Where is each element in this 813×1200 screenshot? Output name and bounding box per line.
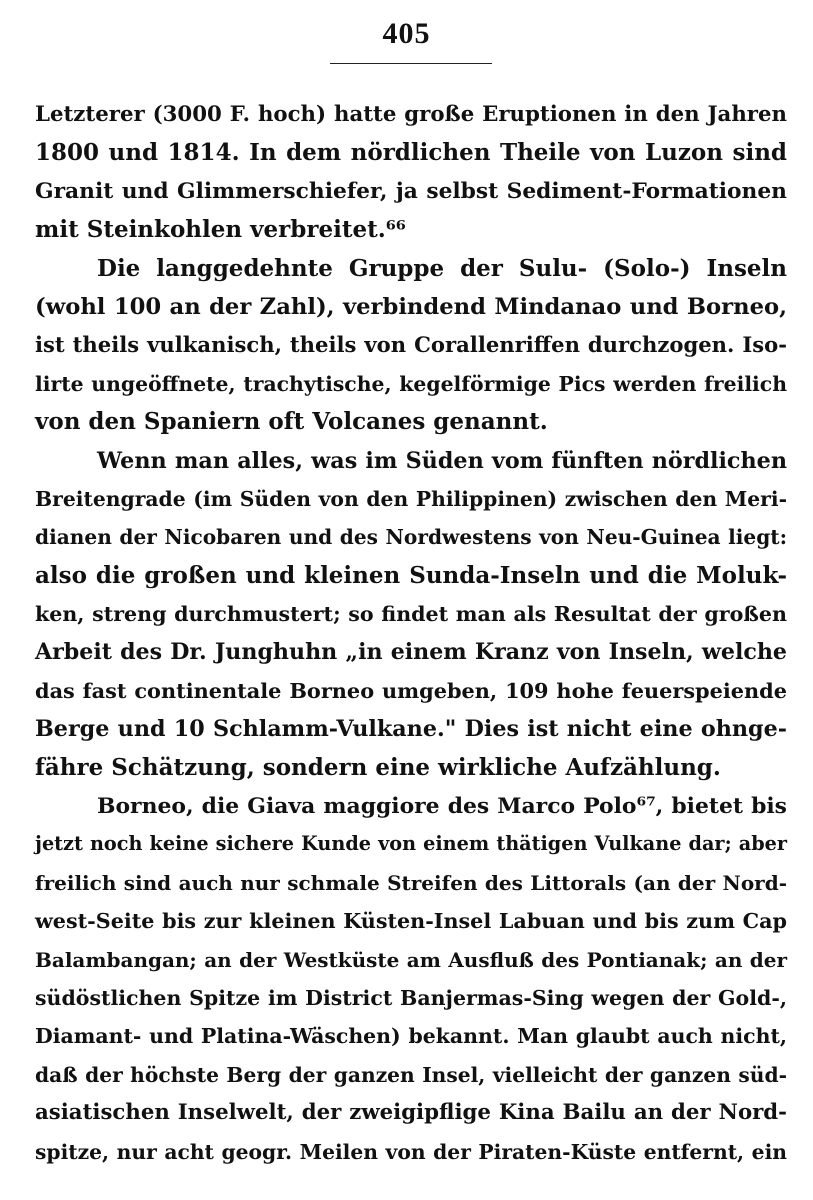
text-line: von den Spaniern oft Volcanes genannt. bbox=[35, 408, 548, 436]
text-line: 1800 und 1814. In dem nördlichen Theile von Luzon sind bbox=[35, 139, 787, 167]
text-line: südöstlichen Spitze im District Banjermas-Sing wegen der Gold-, bbox=[35, 985, 787, 1010]
text-line: daß der höchste Berg der ganzen Insel, vielleicht der ganzen süd- bbox=[35, 1062, 787, 1087]
header-rule bbox=[330, 63, 492, 64]
text-line: west-Seite bis zur kleinen Küsten-Insel Labuan und bis zum Cap bbox=[35, 909, 787, 934]
text-line: jetzt noch keine sichere Kunde von einem thätigen Vulkane dar; aber bbox=[35, 832, 787, 856]
body-text bbox=[35, 96, 787, 1171]
text-line: freilich sind auch nur schmale Streifen des Littorals (an der Nord- bbox=[35, 870, 787, 895]
text-line: Borneo, die Giava maggiore des Marco Polo⁶⁷, bietet bis bbox=[97, 793, 787, 820]
text-line: fähre Schätzung, sondern eine wirkliche Aufzählung. bbox=[35, 753, 721, 781]
text-line: Wenn man alles, was im Süden vom fünften nördlichen bbox=[97, 447, 787, 474]
text-line: Diamant- und Platina-Wäschen) bekannt. Man glaubt auch nicht, bbox=[35, 1024, 787, 1049]
text-line: Balambangan; an der Westküste am Ausfluß des Pontianak; an der bbox=[35, 947, 787, 972]
text-line: Die langgedehnte Gruppe der Sulu- (Solo-) Inseln bbox=[97, 254, 787, 282]
text-line: Letzterer (3000 F. hoch) hatte große Eruptionen in den Jahren bbox=[35, 102, 787, 127]
text-line: spitze, nur acht geogr. Meilen von der Piraten-Küste entfernt, ein bbox=[35, 1139, 787, 1164]
text-line: asiatischen Inselwelt, der zweigipflige Kina Bailu an der Nord- bbox=[35, 1100, 787, 1126]
text-line: Breitengrade (im Süden von den Philippinen) zwischen den Meri- bbox=[35, 486, 787, 511]
text-line: Arbeit des Dr. Junghuhn „in einem Kranz von Inseln, welche bbox=[35, 639, 787, 666]
text-line: Berge und 10 Schlamm-Vulkane." Dies ist nicht eine ohnge- bbox=[35, 716, 787, 743]
text-line: das fast continentale Borneo umgeben, 109 hohe feuerspeiende bbox=[35, 677, 787, 703]
text-line: ist theils vulkanisch, theils von Corallenriffen durchzogen. Iso- bbox=[35, 332, 787, 358]
text-line: also die großen und kleinen Sunda-Inseln und die Moluk- bbox=[35, 561, 787, 589]
text-line: (wohl 100 an der Zahl), verbindend Mindanao und Borneo, bbox=[35, 293, 787, 320]
text-line: ken, streng durchmustert; so findet man als Resultat der großen bbox=[35, 602, 787, 627]
text-line: dianen der Nicobaren und des Nordwestens von Neu-Guinea liegt: bbox=[35, 525, 787, 550]
text-line: mit Steinkohlen verbreitet.⁶⁶ bbox=[35, 216, 406, 244]
text-line: lirte ungeöffnete, trachytische, kegelförmige Pics werden freilich bbox=[35, 371, 787, 396]
text-line: Granit und Glimmerschiefer, ja selbst Sediment-Formationen bbox=[35, 178, 787, 204]
page-number: 405 bbox=[382, 17, 431, 50]
